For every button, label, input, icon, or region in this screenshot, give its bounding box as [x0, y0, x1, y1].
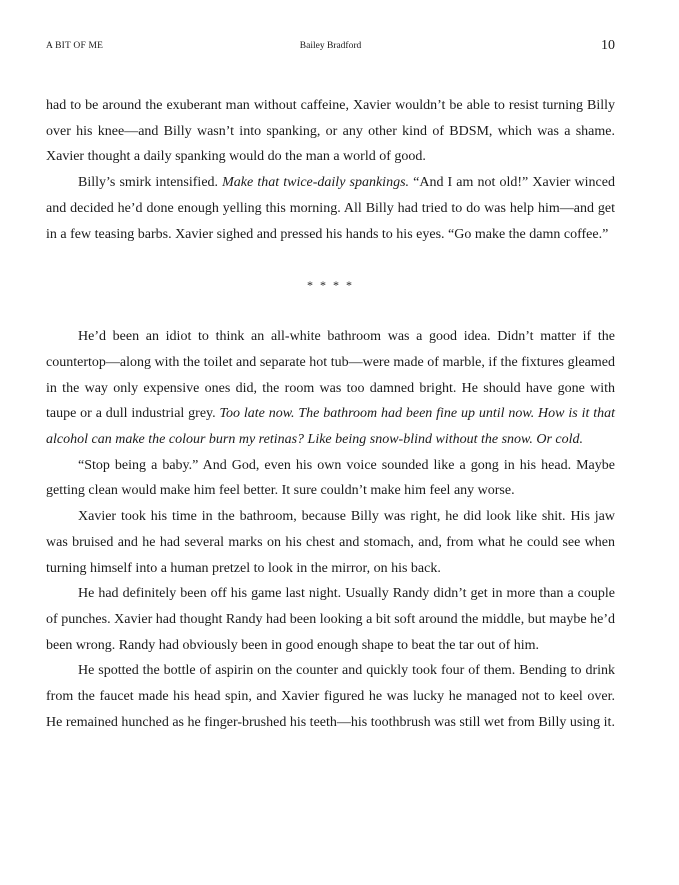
paragraph [46, 324, 615, 453]
header-author: Bailey Bradford [299, 41, 362, 51]
paragraph-italic-thought: Too late now. The bathroom had been fine up until now. How is it that alcohol can make the colour burn my retinas? Like being snow-blind without the snow. Or cold. [46, 406, 615, 448]
paragraph [46, 170, 615, 247]
header-book-title: A BIT OF ME [46, 41, 104, 51]
paragraph: “Stop being a baby.” And God, even his own voice sounded like a gong in his head. Maybe getting clean would make him feel better. It sure couldn’t make him feel any worse. [46, 457, 615, 499]
paragraph-text: Billy’s smirk intensified. [78, 175, 223, 191]
header-page-number: 10 [601, 38, 615, 53]
paragraph: had to be around the exuberant man without caffeine, Xavier wouldn’t be able to resist turning Billy over his knee—and Billy wasn’t into spanking, or any other kind of BDSM, which was a shame. Xavier thought a daily spanking would do the man a world of good. [46, 98, 615, 165]
paragraph: He spotted the bottle of aspirin on the counter and quickly took four of them. Bending to drink from the faucet made his head spin, and Xavier figured he was lucky he managed not to keel over. He remained hunched as he finger-brushed his teeth—his toothbrush was still wet from Billy using it. [46, 663, 615, 730]
paragraph: He had definitely been off his game last night. Usually Randy didn’t get in more than a couple of punches. Xavier had thought Randy had been looking a bit soft around the middle, but maybe he’d been wrong. Randy had obviously been in good enough shape to beat the tar out of him. [46, 586, 615, 653]
paragraph-text: “And I am not old!” Xavier winced and decided he’d done enough yelling this morning. All Billy had tried to do was help him—and get in a few teasing barbs. Xavier sighed and pressed his hands to his eyes. “Go make the damn coffee.” [46, 175, 615, 242]
paragraph-text: He’d been an idiot to think an all-white bathroom was a good idea. Didn’t matter if the countertop—along with the toilet and separate hot tub—were made of marble, if the fixtures gleamed in the way only expensive ones did, the room was too damned bright. He should have gone with taupe or a dull industrial grey. [46, 329, 615, 422]
body-text [46, 93, 615, 735]
paragraph-italic-thought: Make that twice-daily spankings. [222, 175, 410, 191]
running-header [46, 38, 615, 58]
paragraph: Xavier took his time in the bathroom, because Billy was right, he did look like shit. His jaw was bruised and he had several marks on his chest and stomach, and, from what he could see when turning himself into a human pretzel to look in the mirror, on his back. [46, 509, 615, 576]
scene-break: * * * * [307, 278, 354, 293]
